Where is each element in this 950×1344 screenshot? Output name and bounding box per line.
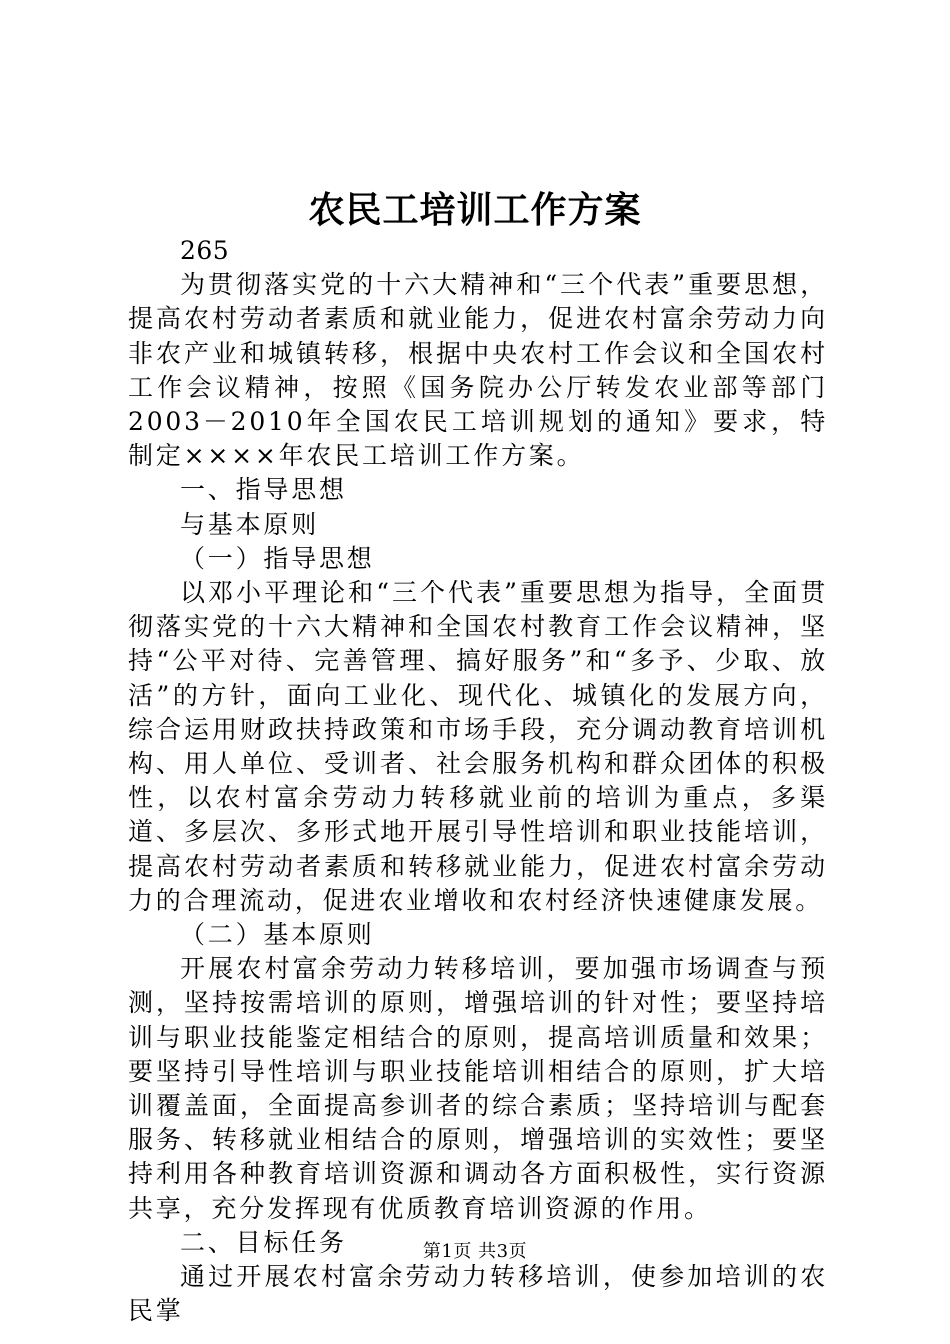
paragraph-basic-principles: 开展农村富余劳动力转移培训，要加强市场调查与预测，坚持按需培训的原则，增强培训的针对性；要坚持培训与职业技能鉴定相结合的原则，提高培训质量和效果；要坚持引导性培训与职业技能培训相结合的原则，扩大培训覆盖面，全面提高参训者的综合素质；坚持培训与配套服务、转移就业相结合的原则，增强培训的实效性；要坚持利用各种教育培训资源和调动各方面积极性，实行资源共享，充分发挥现有优质教育培训资源的作用。: [128, 954, 828, 1223]
document-body: [128, 234, 828, 1329]
paragraph-objectives: 通过开展农村富余劳动力转移培训，使参加培训的农民掌: [128, 1262, 828, 1326]
section-heading-2: 二、目标任务: [180, 1227, 347, 1257]
subsection-heading-1: （一）指导思想: [180, 543, 375, 573]
page-footer: 第1页 共3页: [422, 1241, 528, 1262]
section-heading-1-continued: 与基本原则: [180, 509, 320, 539]
document-title: 农民工培训工作方案: [308, 189, 642, 231]
document-code: 265: [180, 236, 230, 265]
paragraph-intro: 为贯彻落实党的十六大精神和“三个代表”重要思想，提高农村劳动者素质和就业能力，促进农村富余劳动力向非农产业和城镇转移，根据中央农村工作会议和全国农村工作会议精神，按照《国务院办公厅转发农业部等部门2003－2010年全国农民工培训规划的通知》要求，特制定××××年农民工培训工作方案。: [128, 270, 828, 471]
subsection-heading-2: （二）基本原则: [180, 920, 375, 950]
paragraph-guiding-ideology: 以邓小平理论和“三个代表”重要思想为指导，全面贯彻落实党的十六大精神和全国农村教育工作会议精神，坚持“公平对待、完善管理、搞好服务”和“多予、少取、放活”的方针，面向工业化、现代化、城镇化的发展方向，综合运用财政扶持政策和市场手段，充分调动教育培训机构、用人单位、受训者、社会服务机构和群众团体的积极性，以农村富余劳动力转移就业前的培训为重点，多渠道、多层次、多形式地开展引导性培训和职业技能培训，提高农村劳动者素质和转移就业能力，促进农村富余劳动力的合理流动，促进农业增收和农村经济快速健康发展。: [128, 578, 828, 915]
section-heading-1: 一、指导思想: [180, 475, 347, 505]
